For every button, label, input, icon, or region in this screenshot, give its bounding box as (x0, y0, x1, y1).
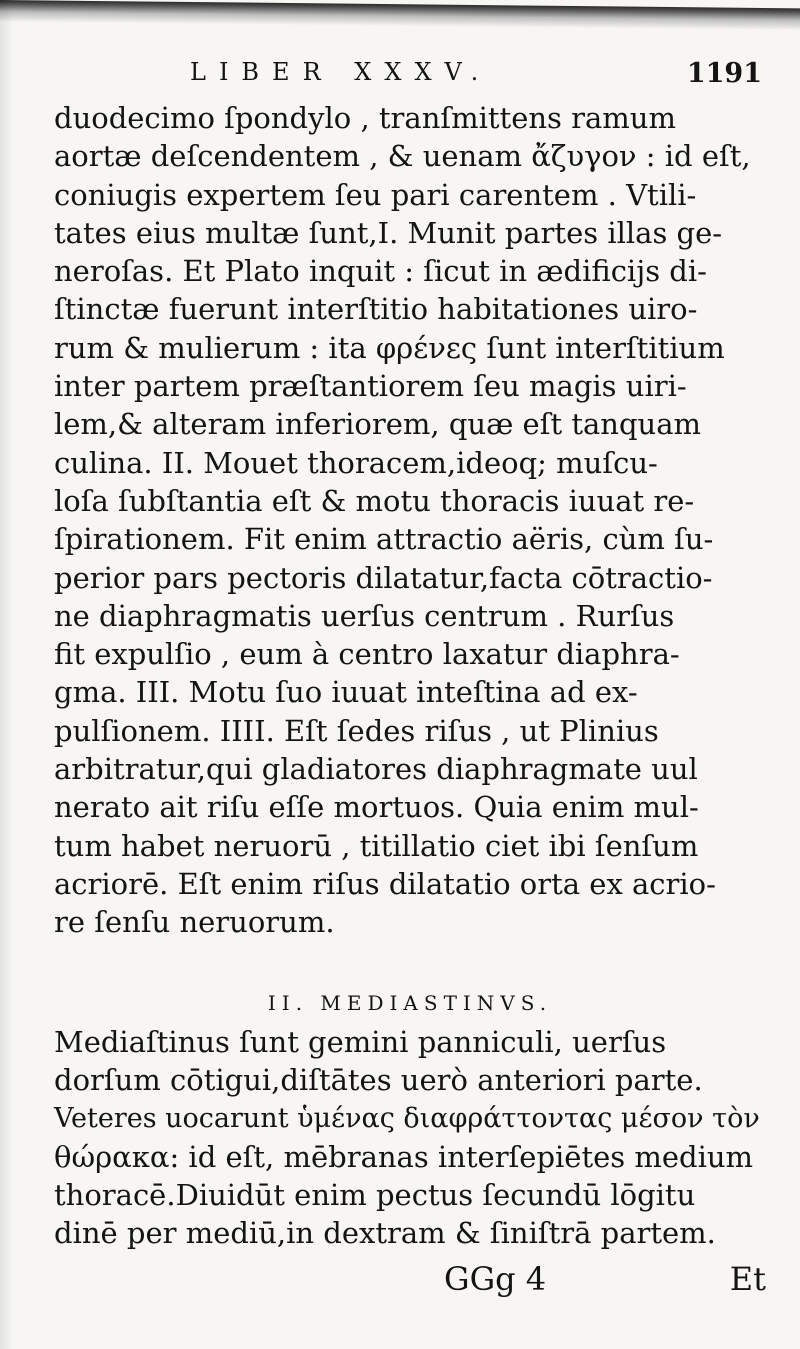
text-line: re ſenſu neruorum. (54, 905, 335, 940)
text-line: thoracē.Diuidūt enim pectus ſecundū lōgitu (54, 1178, 696, 1213)
text-line: ne diaphragmatis uerſus centrum . Rurſus (54, 598, 675, 633)
text-line: rum & mulierum : ita φρένες ſunt interſtitium (54, 330, 725, 365)
text-line: lem,& alteram inferiorem, quæ eſt tanquam (54, 407, 701, 442)
text-line: coniugis expertem ſeu pari carentem . Vtili- (54, 177, 697, 212)
page-top-shadow (0, 0, 800, 30)
page-header (190, 58, 762, 94)
text-line: θώρακα: id eſt, mēbranas interſepiētes medium (54, 1139, 754, 1174)
text-line: dorſum cōtigui,diſtātes uerò anteriori parte. (54, 1063, 703, 1098)
catchword: Et (729, 1260, 766, 1298)
paragraph-mediastinum (54, 1023, 766, 1253)
folio-number: 1191 (686, 58, 762, 89)
text-line: gma. III. Motu ſuo iuuat inteſtina ad ex- (54, 675, 638, 710)
text-line: inter partem præſtantiorem ſeu magis uiri- (54, 369, 687, 404)
text-line: loſa ſubſtantia eſt & motu thoracis iuuat re- (54, 483, 695, 518)
paragraph-diaphragm (54, 99, 766, 942)
text-line: perior pars pectoris dilatatur,facta cōtractio- (54, 560, 713, 595)
text-line: tates eius multæ ſunt,I. Munit partes illas ge- (54, 215, 723, 250)
running-title: LIBER XXXV. (190, 58, 492, 86)
section-heading: II. MEDIASTINVS. (267, 991, 553, 1015)
text-line: culina. II. Mouet thoracem,ideoq; muſcu- (54, 445, 658, 480)
text-line: pulſionem. IIII. Eſt ſedes riſus , ut Plinius (54, 713, 659, 748)
text-line: dinē per mediū,in dextram & ſiniſtrā partem. (54, 1216, 716, 1251)
page-left-shadow (0, 0, 14, 1349)
text-line: nerato ait riſu eſſe mortuos. Quia enim mul- (54, 790, 699, 825)
text-line: neroſas. Et Plato inquit : ſicut in ædificijs di- (54, 254, 707, 289)
text-line: tum habet neruorū , titillatio ciet ibi ſenſum (54, 828, 699, 863)
text-line: aortæ deſcendentem , & uenam ἄζυγον : id eſt, (54, 139, 751, 174)
text-line: duodecimo ſpondylo , tranſmittens ramum (54, 101, 676, 135)
text-line: arbitratur,qui gladiatores diaphragmate uul (54, 752, 698, 787)
text-line: ſpirationem. Fit enim attractio aëris, cùm ſu- (54, 522, 714, 557)
text-line: acriorē. Eſt enim riſus dilatatio orta ex acrio- (54, 866, 716, 901)
text-line: Mediaſtinus ſunt gemini panniculi, uerſus (54, 1025, 667, 1059)
page-footer (54, 1257, 766, 1301)
signature-mark: GGg 4 (444, 1260, 547, 1298)
text-line: ſtinctæ fuerunt interſtitio habitationes uiro- (54, 292, 698, 327)
text-line: fit expulſio , eum à centro laxatur diaphra- (54, 637, 680, 672)
text-line: Veteres uocarunt ὑμένας διαφράττοντας μέσον τὸν (54, 1102, 760, 1134)
